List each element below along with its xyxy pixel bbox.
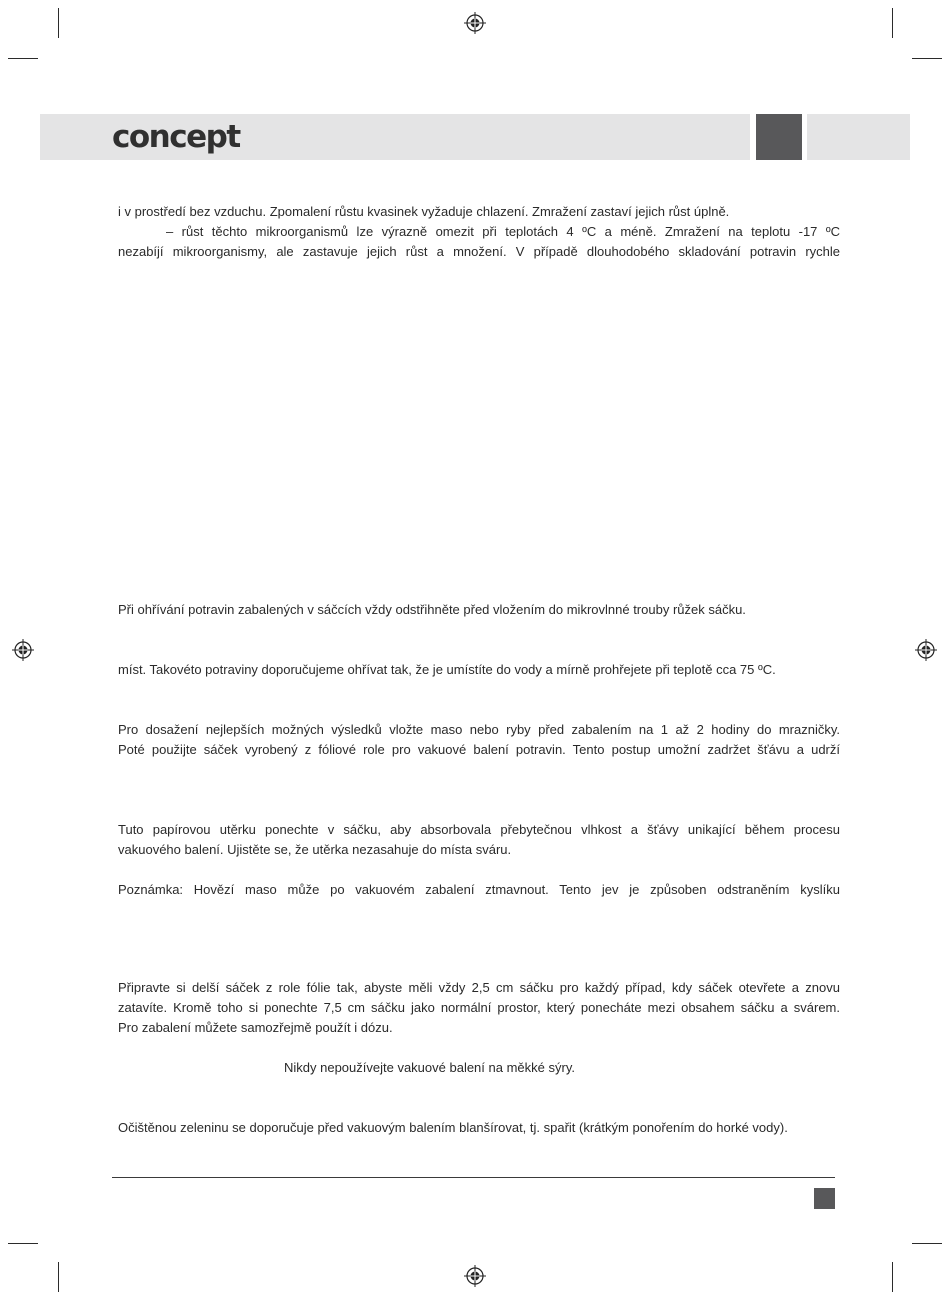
text-line: Očištěnou zeleninu se doporučuje před vakuovým balením blanšírovat, tj. spařit (krátkým ponořením do horké vody).: [118, 1120, 788, 1135]
crop-mark: [58, 1262, 59, 1292]
registration-mark-icon: [915, 639, 937, 661]
page-number-box: [814, 1188, 835, 1209]
footer-rule: [112, 1177, 835, 1178]
paragraph: [118, 202, 840, 262]
text-line: i v prostředí bez vzduchu. Zpomalení růstu kvasinek vyžaduje chlazení. Zmražení zastaví jejich růst úplně.: [118, 204, 730, 219]
paragraph: [118, 660, 840, 680]
header-band-right: [807, 114, 910, 160]
registration-mark-icon: [12, 639, 34, 661]
paragraph: [118, 820, 840, 860]
text-line: Připravte si delší sáček z role fólie tak, abyste měli vždy 2,5 cm sáčku pro každý případ, kdy sáček otevřete a znovu: [118, 980, 840, 995]
paragraph: [118, 880, 840, 900]
text-line: Při ohřívání potravin zabalených v sáčcích vždy odstřihněte před vložením do mikrovlnné trouby růžek sáčku.: [118, 602, 746, 617]
text-line: Poté použijte sáček vyrobený z fóliové role pro vakuové balení potravin. Tento postup umožní zadržet šťávu a udrží: [118, 742, 840, 757]
crop-mark: [892, 1262, 893, 1292]
text-line: – růst těchto mikroorganismů lze výrazně omezit při teplotách 4 ºC a méně. Zmražení na teplotu -17 ºC: [166, 224, 840, 239]
paragraph: [118, 978, 840, 1038]
crop-mark: [8, 58, 38, 59]
paragraph: [118, 1118, 840, 1138]
paragraph: [118, 600, 840, 620]
paragraph: [118, 1058, 840, 1078]
text-line: zatavíte. Kromě toho si ponechte 7,5 cm sáčku jako normální prostor, který ponecháte mezi obsahem sáčku a svárem.: [118, 1000, 840, 1015]
text-line: Tuto papírovou utěrku ponechte v sáčku, aby absorbovala přebytečnou vlhkost a šťávy unikající během procesu: [118, 822, 840, 837]
brand-logo: concept: [112, 119, 240, 155]
text-line: míst. Takovéto potraviny doporučujeme ohřívat tak, že je umístíte do vody a mírně prohřejete při teplotě cca 75 ºC.: [118, 662, 776, 677]
header-accent-block: [756, 114, 802, 160]
text-line: Pro dosažení nejlepších možných výsledků vložte maso nebo ryby před zabalením na 1 až 2 hodiny do mrazničky.: [118, 722, 840, 737]
text-line: Nikdy nepoužívejte vakuové balení na měkké sýry.: [284, 1060, 575, 1075]
crop-mark: [892, 8, 893, 38]
crop-mark: [912, 1243, 942, 1244]
crop-mark: [8, 1243, 38, 1244]
crop-mark: [58, 8, 59, 38]
registration-mark-icon: [464, 1265, 486, 1287]
text-line: Poznámka: Hovězí maso může po vakuovém zabalení ztmavnout. Tento jev je způsoben odstraněním kyslíku: [118, 882, 840, 897]
paragraph: [118, 720, 840, 760]
text-line: Pro zabalení můžete samozřejmě použít i dózu.: [118, 1020, 393, 1035]
text-line: vakuového balení. Ujistěte se, že utěrka nezasahuje do místa sváru.: [118, 842, 512, 857]
crop-mark: [912, 58, 942, 59]
registration-mark-icon: [464, 12, 486, 34]
text-line: nezabíjí mikroorganismy, ale zastavuje jejich růst a množení. V případě dlouhodobého skladování potravin rychle: [118, 244, 840, 259]
